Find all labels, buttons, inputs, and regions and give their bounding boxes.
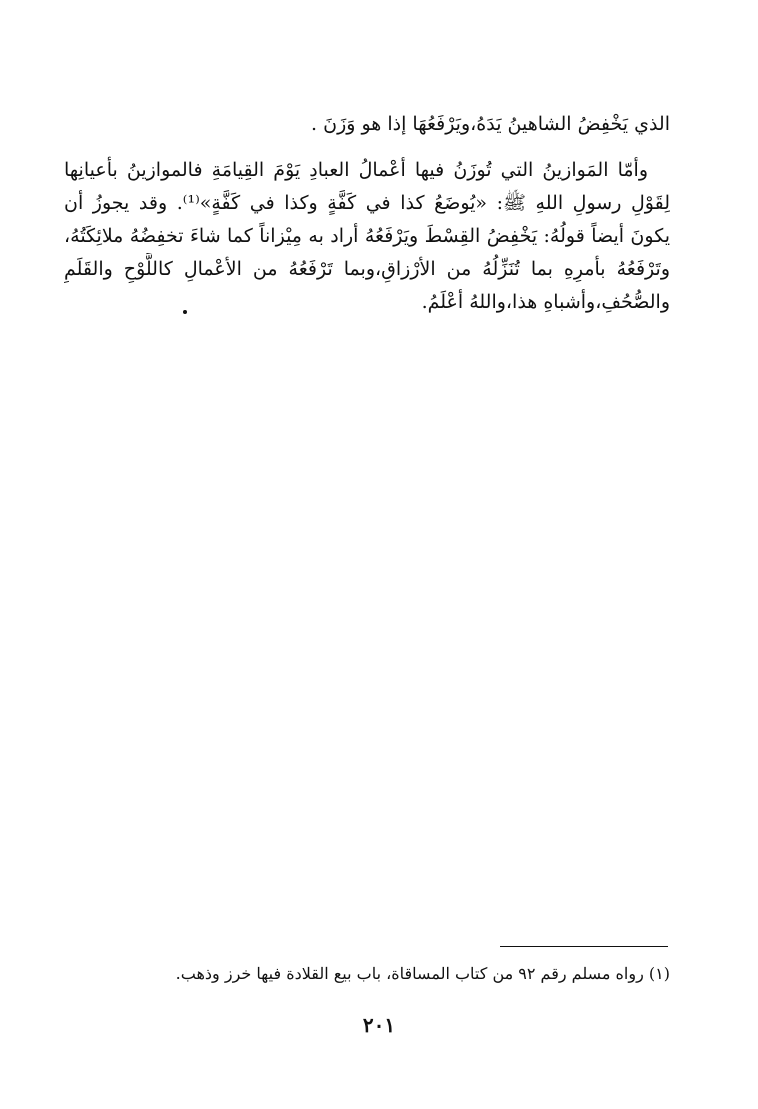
paragraph-line: وتَرْفَعُهُ بأمرِهِ بما تُنَزِّلُهُ من الأرْزاقِ،وبما تَرْفَعُهُ من الأعْمالِ كاللَّوْحِ والقَلَمِ [64, 258, 670, 280]
footnote: (١) رواه مسلم رقم ٩٢ من كتاب المساقاة، باب بيع القلادة فيها خرز وذهب. [175, 964, 670, 983]
paragraph-line: لِقَوْلِ رسولِ اللهِ ﷺ: «يُوضَعُ كذا في كَفَّةٍ وكذا في كَفَّةٍ»⁽¹⁾. وقد يجوزُ أن [64, 192, 670, 214]
paragraph-2 [64, 154, 670, 319]
page-number: ٢٠١ [362, 1013, 396, 1037]
paragraph-line: وأمّا المَوازينُ التي تُوزَنُ فيها أعْمالُ العبادِ يَوْمَ القِيامَةِ فالموازينُ بأعيانِها [64, 159, 648, 181]
footnote-divider [500, 946, 668, 947]
stray-ink-dot [183, 310, 187, 314]
paragraph-line: الذي يَخْفِضُ الشاهينُ يَدَهُ،ويَرْفَعُهَا إذا هو وَزَنَ . [311, 113, 670, 135]
paragraph-line: والصُّحُفِ،وأشباهِ هذا،واللهُ أعْلَمُ. [421, 291, 670, 313]
paragraph-line: يكونَ أيضاً قولُهُ: يَخْفِضُ القِسْطَ ويَرْفَعُهُ أراد به مِيْزاناً كما شاءَ تخفِضُهُ ملائِكَتُهُ، [64, 225, 670, 247]
paragraph-1 [64, 108, 670, 141]
